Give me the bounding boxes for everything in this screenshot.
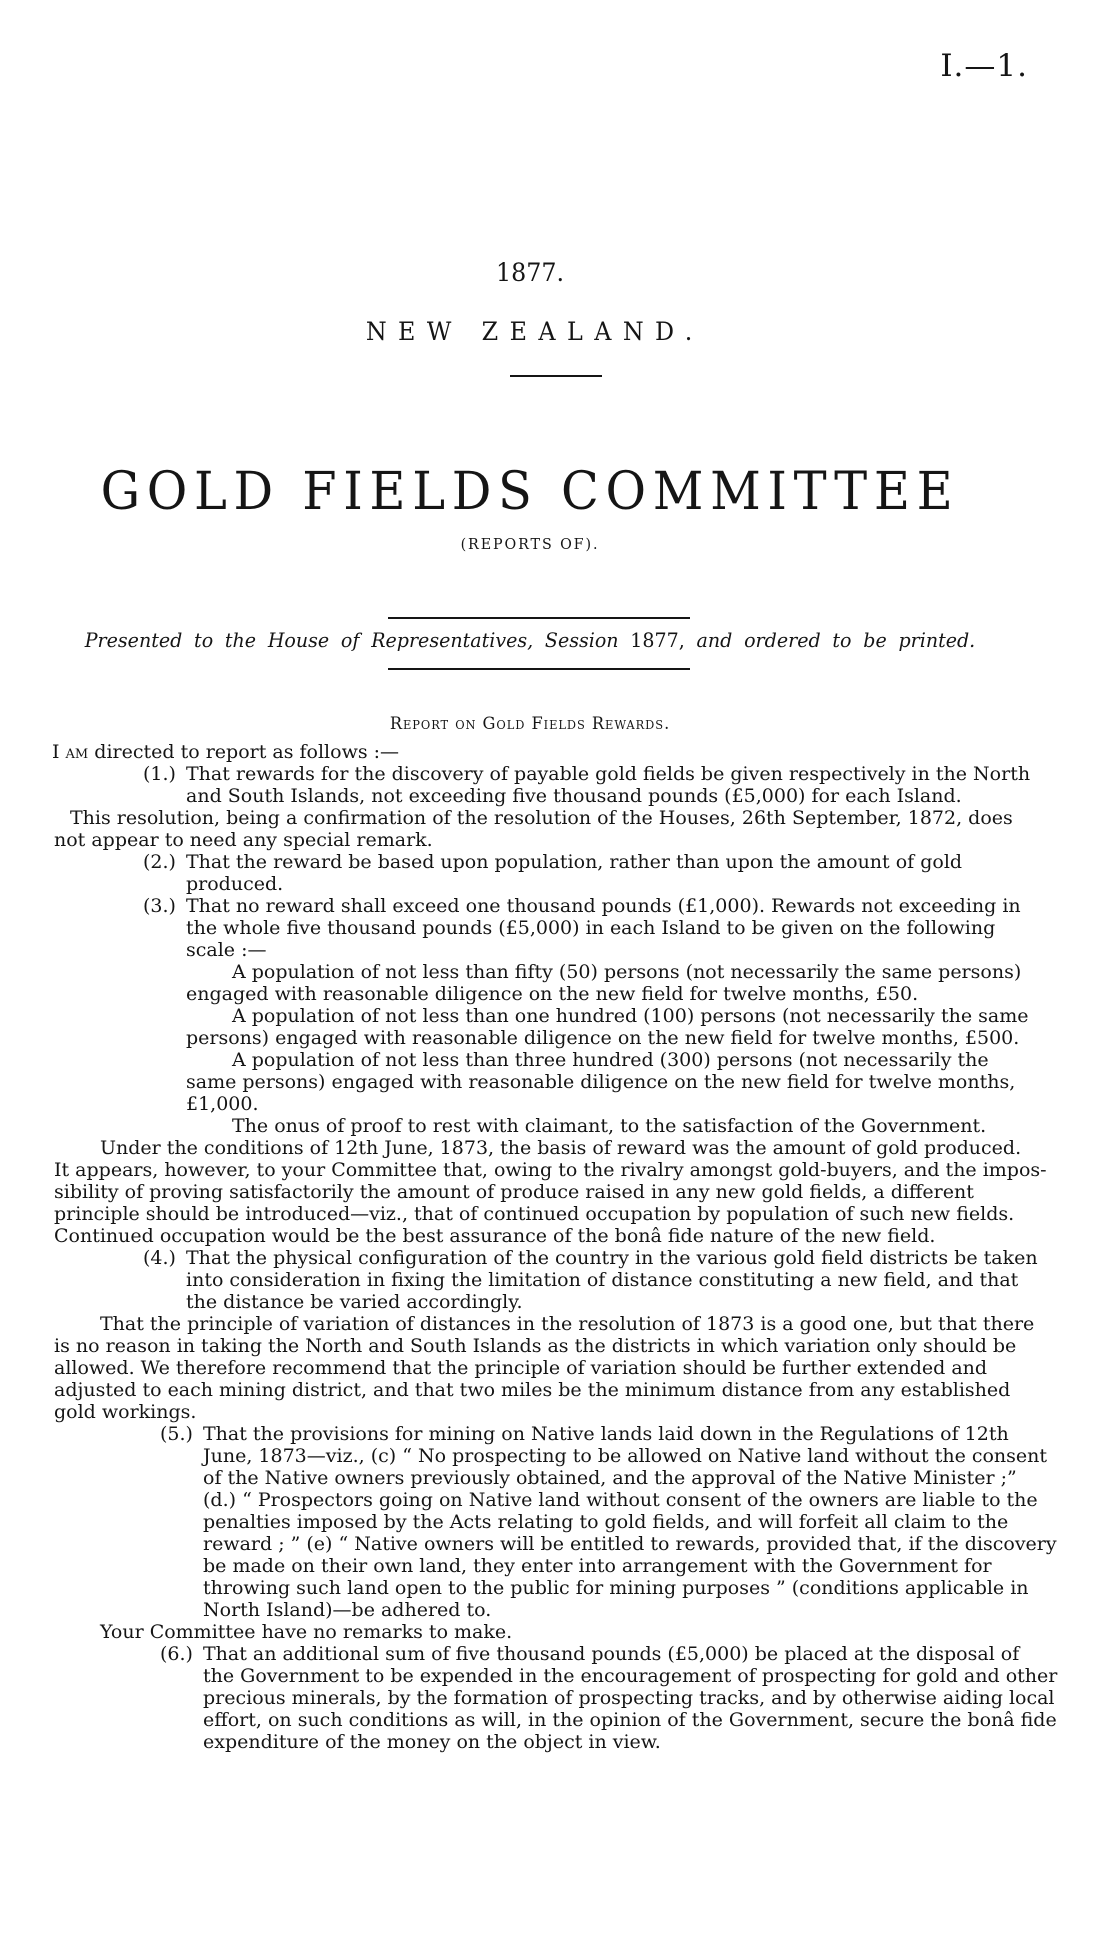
document-subtitle: (REPORTS OF). [460, 535, 600, 553]
comment-line: It appears, however, to your Committee that, owing to the rivalry amongst gold-buyers, and the impos- [54, 1159, 1047, 1181]
comment-line: gold workings. [54, 1401, 197, 1423]
paragraph-1 [186, 763, 1030, 807]
scale-entry-50 [186, 961, 1021, 1005]
paragraph-4 [186, 1247, 1038, 1313]
paragraph-line: That rewards for the discovery of payable gold fields be given respectively in the North [186, 763, 1031, 785]
paragraph-line: (d.) “ Prospectors going on Native land without consent of the owners are liable to the [203, 1489, 1038, 1511]
comment-5: Your Committee have no remarks to make. [100, 1621, 513, 1643]
presented-prefix: Presented to the House of Representatives, Session [84, 628, 619, 652]
paragraph-line: That the physical configuration of the country in the various gold field districts be taken [186, 1247, 1038, 1269]
onus-line: The onus of proof to rest with claimant, to the satisfaction of the Government. [232, 1115, 987, 1137]
comment-line: That the principle of variation of distances in the resolution of 1873 is a good one, but that there [100, 1313, 1035, 1335]
title-divider [510, 375, 602, 377]
presented-rule-bottom [388, 668, 690, 670]
paragraph-5 [203, 1423, 1057, 1621]
paragraph-line: effort, on such conditions as will, in the opinion of the Government, secure the bonâ fide [203, 1709, 1057, 1731]
country-heading: NEW ZEALAND. [365, 317, 704, 346]
paragraph-line: That the provisions for mining on Native lands laid down in the Regulations of 12th [203, 1423, 1009, 1445]
comment-line: is no reason in taking the North and South Islands as the districts in which variation only should be [54, 1335, 1017, 1357]
comment-line: sibility of proving satisfactorily the amount of produce raised in any new gold fields, a different [54, 1181, 974, 1203]
paragraph-number: (6.) [160, 1643, 193, 1665]
comment-3 [54, 1137, 1047, 1247]
scale-line: same persons) engaged with reasonable diligence on the new field for twelve months, [186, 1071, 1016, 1093]
paragraph-number: (2.) [143, 851, 176, 873]
paragraph-line: That the reward be based upon population, rather than upon the amount of gold [186, 851, 963, 873]
paragraph-line: precious minerals, by the formation of prospecting tracks, and by otherwise aiding local [203, 1687, 1055, 1709]
comment-line: allowed. We therefore recommend that the principle of variation should be further extended and [54, 1357, 988, 1379]
scale-line: A population of not less than one hundred (100) persons (not necessarily the same [232, 1005, 1029, 1027]
opening-line [52, 741, 399, 763]
page-reference: I.—1. [940, 48, 1028, 84]
paragraph-line: be made on their own land, they enter into arrangement with the Government for [203, 1555, 992, 1577]
opening-small-caps: I am [52, 741, 89, 763]
paragraph-line: of the Native owners previously obtained, and the approval of the Native Minister ;” [203, 1467, 1017, 1489]
scale-line: engaged with reasonable diligence on the new field for twelve months, £50. [186, 983, 919, 1005]
paragraph-number: (3.) [143, 895, 176, 917]
scale-entry-500 [186, 1005, 1028, 1049]
paragraph-3 [186, 895, 1021, 961]
paragraph-line: reward ; ” (e) “ Native owners will be entitled to rewards, provided that, if the discovery [203, 1533, 1057, 1555]
paragraph-line: That an additional sum of five thousand pounds (£5,000) be placed at the disposal of [203, 1643, 1020, 1665]
paragraph-line: throwing such land open to the public for mining purposes ” (conditions applicable in [203, 1577, 1029, 1599]
paragraph-line: the whole five thousand pounds (£5,000) in each Island to be given on the following [186, 917, 996, 939]
scale-line: A population of not less than fifty (50) persons (not necessarily the same persons) [232, 961, 1022, 983]
paragraph-number: (4.) [143, 1247, 176, 1269]
paragraph-line: the distance be varied accordingly. [186, 1291, 523, 1313]
comment-1 [54, 807, 1013, 851]
comment-line: not appear to need any special remark. [54, 829, 433, 851]
presented-session-year: 1877, [630, 628, 685, 652]
scale-entry-1000 [186, 1049, 1015, 1115]
paragraph-line: and South Islands, not exceeding five thousand pounds (£5,000) for each Island. [186, 785, 962, 807]
comment-4 [54, 1313, 1034, 1423]
paragraph-line: penalties imposed by the Acts relating to gold fields, and will forfeit all claim to the [203, 1511, 1009, 1533]
scale-line: £1,000. [186, 1093, 259, 1115]
comment-line: principle should be introduced—viz., that of continued occupation by population of such new fields. [54, 1203, 1015, 1225]
presented-line [0, 628, 1060, 652]
comment-line: Continued occupation would be the best assurance of the bonâ fide nature of the new field. [54, 1225, 936, 1247]
paragraph-6 [203, 1643, 1057, 1753]
paragraph-line: North Island)—be adhered to. [203, 1599, 492, 1621]
paragraph-line: into consideration in fixing the limitation of distance constituting a new field, and that [186, 1269, 1019, 1291]
paragraph-line: June, 1873—viz., (c) “ No prospecting to be allowed on Native land without the consent [203, 1445, 1048, 1467]
paragraph-line: expenditure of the money on the object in view. [203, 1731, 661, 1753]
report-heading: Report on Gold Fields Rewards. [389, 714, 671, 734]
paragraph-line: produced. [186, 873, 284, 895]
scale-line: A population of not less than three hundred (300) persons (not necessarily the [232, 1049, 989, 1071]
document-year: 1877. [495, 258, 565, 287]
presented-rule-top [388, 617, 690, 619]
scale-line: persons) engaged with reasonable diligence on the new field for twelve months, £500. [186, 1027, 1020, 1049]
paragraph-2 [186, 851, 962, 895]
paragraph-number: (1.) [143, 763, 176, 785]
paragraph-line: scale :— [186, 939, 267, 961]
presented-suffix: and ordered to be printed. [696, 628, 976, 652]
paragraph-number: (5.) [160, 1423, 193, 1445]
paragraph-line: the Government to be expended in the encouragement of prospecting for gold and other [203, 1665, 1058, 1687]
document-title: GOLD FIELDS COMMITTEE [100, 462, 960, 522]
opening-text: directed to report as follows :— [94, 741, 400, 763]
comment-line: Under the conditions of 12th June, 1873, the basis of reward was the amount of gold produced. [100, 1137, 1022, 1159]
comment-line: This resolution, being a confirmation of the resolution of the Houses, 26th September, 1872, does [70, 807, 1013, 829]
paragraph-line: That no reward shall exceed one thousand pounds (£1,000). Rewards not exceeding in [186, 895, 1021, 917]
comment-line: adjusted to each mining district, and that two miles be the minimum distance from any established [54, 1379, 1011, 1401]
